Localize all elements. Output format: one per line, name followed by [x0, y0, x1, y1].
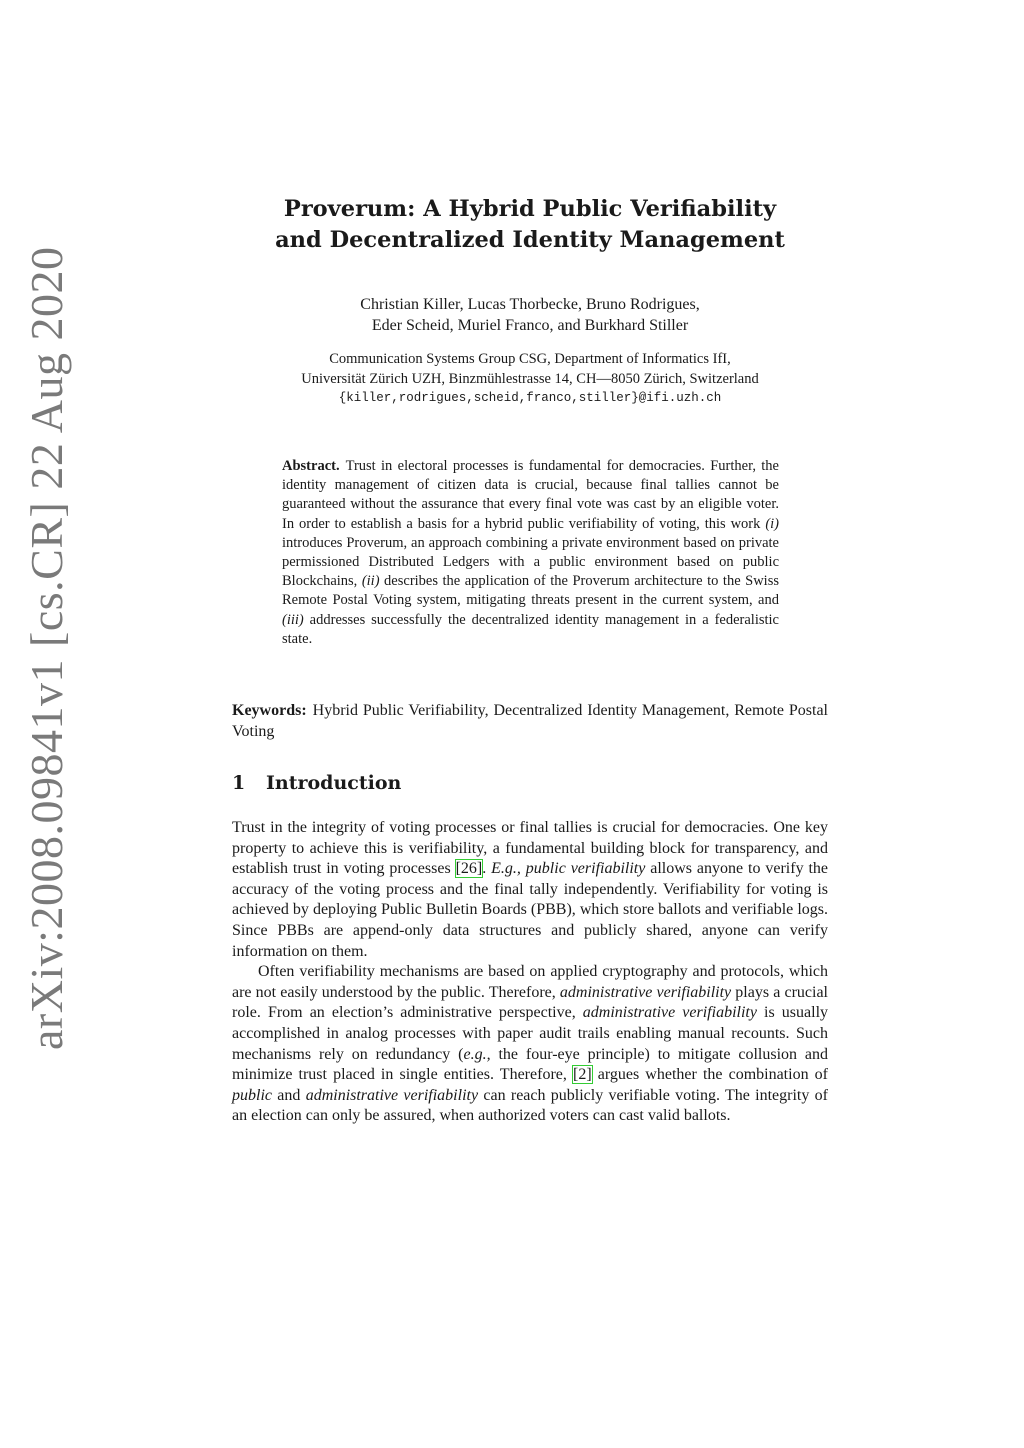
emphasis-text: administrative verifiability [582, 1004, 757, 1022]
paper-title-line-2: and Decentralized Identity Management [275, 227, 785, 253]
abstract-marker: (i) [765, 515, 779, 532]
abstract [282, 457, 779, 649]
affiliation-line-2: Universität Zürich UZH, Binzmühlestrasse 14, CH—8050 Zürich, Switzerland [301, 370, 759, 387]
abstract-marker: (ii) [361, 573, 380, 590]
abstract-text: Trust in electoral processes is fundamental for democracies. Further, the identity management of citizen data is crucial, because final tallies cannot be guaranteed without the assurance that every final vote was cast by an eligible voter. In order to establish a basis for a hybrid public verifiability of voting, this work [282, 458, 779, 532]
paragraph-text: the four-eye principle) to mitigate collusion and minimize trust placed in single entities. Therefore, [232, 1045, 829, 1084]
paragraph-text: and [272, 1086, 306, 1104]
section-number: 1 [232, 772, 246, 794]
abstract-text: addresses successfully the decentralized identity management in a federalistic state. [282, 611, 779, 647]
abstract-marker: (iii) [282, 611, 304, 628]
paragraph-text: argues whether the combination of [591, 1066, 829, 1084]
abstract-text: describes the application of the Proverum architecture to the Swiss Remote Postal Voting system, mitigating threats present in the current system, and [282, 573, 779, 609]
paragraph [232, 818, 828, 962]
paper-title-line-1: Proverum: A Hybrid Public Verifiability [283, 196, 777, 222]
abstract-text: introduces Proverum, an approach combining a private environment based on private permissioned Distributed Ledgers with a public environment based on public Blockchains, [282, 534, 779, 590]
emphasis-text: E.g., public verifiability [491, 860, 646, 878]
author-list [0, 294, 1024, 336]
abstract-label: Abstract. [282, 458, 340, 474]
paragraph-text: allows anyone to verify the accuracy of the voting process and the final tally independently. Verifiability for voting is achieved by deploying Public Bulletin Boards (PBB), which store ballots and verifiable logs. Since PBBs are append-only data structures and publicly shared, anyone can verify information on them. [232, 860, 829, 960]
author-emails: {killer,rodrigues,scheid,franco,stiller}@ifi.uzh.ch [338, 391, 722, 405]
author-list-line-1: Christian Killer, Lucas Thorbecke, Bruno Rodrigues, [360, 296, 700, 313]
keywords-label: Keywords: [232, 702, 307, 719]
affiliation-line-1: Communication Systems Group CSG, Department of Informatics IfI, [329, 351, 731, 367]
emphasis-text: administrative verifiability [559, 983, 732, 1001]
citation-link[interactable]: [26] [455, 860, 483, 878]
paper-title [0, 194, 1024, 256]
introduction-body [232, 818, 828, 1127]
paragraph [232, 962, 828, 1127]
paragraph-text: Trust in the integrity of voting processes or final tallies is crucial for democracies. One key property to achieve this is verifiability, a fundamental building block for transparency, and establish trust in voting processes [232, 819, 828, 878]
emphasis-text: public [232, 1086, 272, 1104]
author-list-line-2: Eder Scheid, Muriel Franco, and Burkhard Stiller [371, 317, 689, 334]
paragraph-text: . [482, 860, 492, 878]
paragraph-text: Often verifiability mechanisms are based on applied cryptography and protocols, which are not easily understood by the public. Therefore, [232, 963, 828, 1001]
keywords-text: Hybrid Public Verifiability, Decentralized Identity Management, Remote Postal Voting [232, 702, 828, 740]
paragraph-text: is usually accomplished in analog processes with paper audit trails enabling manual recounts. Such mechanisms rely on redundancy ( [232, 1004, 829, 1063]
paragraph-text: plays a crucial role. From an election’s administrative perspective, [232, 983, 828, 1022]
arxiv-identifier-stamp: arXiv:2008.09841v1 [cs.CR] 22 Aug 2020 [21, 246, 72, 1050]
section-title: Introduction [266, 772, 402, 794]
paragraph-text: can reach publicly verifiable voting. The integrity of an election can only be assured, when authorized voters can cast valid ballots. [232, 1086, 828, 1125]
affiliation-block [0, 350, 1024, 409]
citation-link[interactable]: [2] [572, 1066, 592, 1084]
emphasis-text: e.g., [463, 1045, 491, 1063]
section-heading [232, 772, 401, 794]
keywords [232, 700, 828, 742]
emphasis-text: administrative verifiability [305, 1086, 479, 1104]
